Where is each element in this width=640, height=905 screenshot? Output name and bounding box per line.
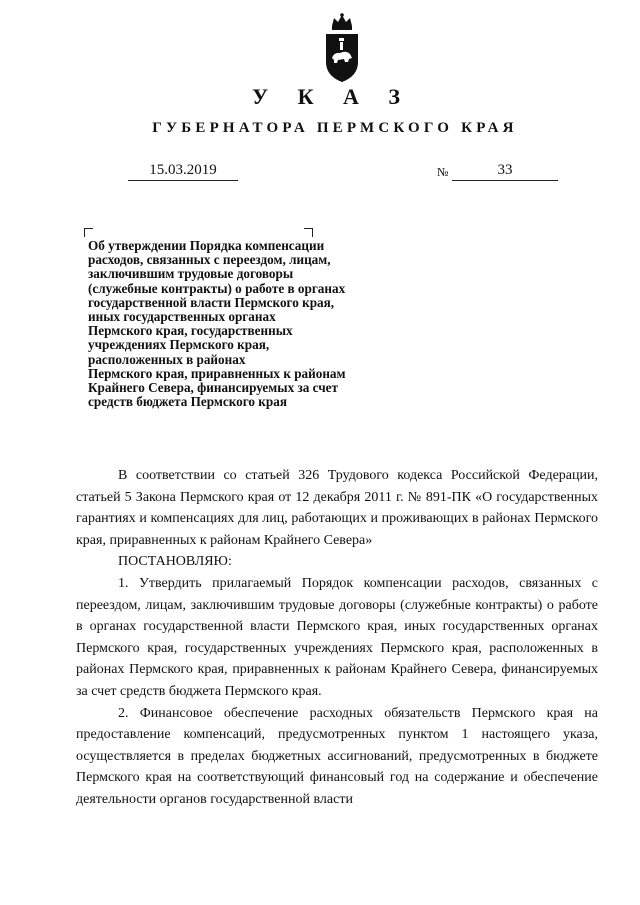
title-line: Крайнего Севера, финансируемых за счет <box>88 380 339 396</box>
number-label: № <box>437 165 449 179</box>
issuer-heading: ГУБЕРНАТОРА ПЕРМСКОГО КРАЯ <box>152 120 518 136</box>
title-line: расположенных в районах <box>88 351 246 367</box>
decree-word: ПОСТАНОВЛЯЮ: <box>118 554 232 570</box>
document-type-heading: У К А З <box>251 84 413 109</box>
title-line: заключившим трудовые договоры <box>88 266 294 282</box>
title-line: Пермского края, государственных <box>88 323 293 339</box>
document-title <box>88 239 418 409</box>
title-line: учреждениях Пермского края, <box>88 337 270 353</box>
title-line: (служебные контракты) о работе в органах <box>88 280 346 296</box>
title-line: средств бюджета Пермского края <box>88 394 287 410</box>
item-paragraph-2: 2. Финансовое обеспечение расходных обязательств Пермского края на предоставление компенсаций, предусмотренных пунктом 1 настоящего указа, осуществляется в пределах бюджетных ассигнований, предусмотренных в бюджете Пермского края на соответствующий финансовый год на содержание и обеспечение деятельности органов государственной власти <box>76 705 598 807</box>
title-line: Пермского края, приравненных к районам <box>88 365 346 381</box>
preamble-paragraph: В соответствии со статьей 326 Трудового кодекса Российской Федерации, статьей 5 Закона Пермского края от 12 декабря 2011 г. № 891-ПК «О государственных гарантиях и компенсациях для лиц, работающих и проживающих в районах Пермского края, приравненных к районам Крайнего Севера» <box>76 468 598 548</box>
title-corner-left <box>84 228 93 237</box>
perm-krai-coat-of-arms <box>322 12 362 84</box>
title-line: расходов, связанных с переездом, лицам, <box>88 252 331 268</box>
document-body <box>76 465 598 811</box>
document-number: 33 <box>452 162 558 181</box>
title-line: государственной власти Пермского края, <box>88 294 335 310</box>
title-line: иных государственных органах <box>88 309 276 325</box>
item-paragraph-1: 1. Утвердить прилагаемый Порядок компенсации расходов, связанных с переездом, лицам, заключившим трудовые договоры (служебные контракты) о работе в органах государственной власти Пермского края, иных государственных органах Пермского края, государственных учреждениях Пермского края, расположенных в районах Пермского края, приравненных к районам Крайнего Севера, финансируемых за счет средств бюджета Пермского края. <box>76 575 598 699</box>
title-corner-right <box>304 228 313 237</box>
title-line: Об утверждении Порядка компенсации <box>88 238 325 253</box>
document-date: 15.03.2019 <box>128 162 238 181</box>
